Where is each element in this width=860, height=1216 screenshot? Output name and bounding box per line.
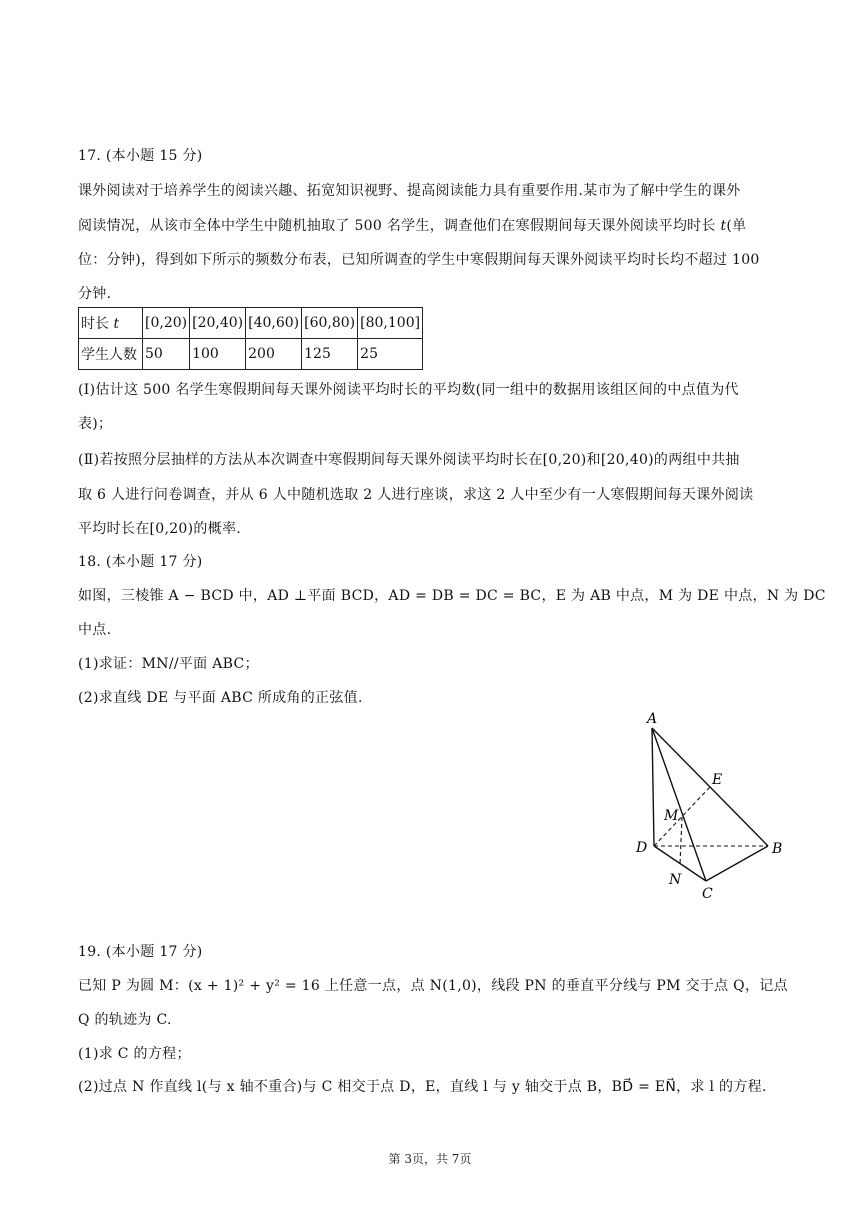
q18-text-line-1: 如图，三棱锥 A − BCD 中，AD ⊥平面 BCD，AD = DB = DC = BC，E 为 AB 中点，M 为 DE 中点，N 为 DC (78, 588, 826, 604)
q17-part2-line-1: (Ⅱ)若按照分层抽样的方法从本次调查中寒假期间每天课外阅读平均时长在[0,20)和[20,40)的两组中共抽 (78, 452, 740, 468)
table-cell-interval: [80,100] (358, 308, 423, 339)
table-row-students (79, 339, 423, 370)
table-cell-count: 200 (246, 339, 302, 370)
q17-part1-line-2: 表)； (78, 416, 113, 432)
table-header-students: 学生人数 (79, 339, 143, 370)
label-e: E (712, 772, 723, 788)
pyramid-figure (628, 708, 798, 903)
edge-cb (706, 846, 768, 881)
table-cell-count: 25 (358, 339, 423, 370)
label-c: C (702, 886, 713, 902)
variable-t: t (720, 218, 727, 234)
q17-text-line-3: 位：分钟)，得到如下所示的频数分布表，已知所调查的学生中寒假期间每天课外阅读平均时长均不超过 100 (78, 252, 760, 268)
q17-part2-line-2: 取 6 人进行问卷调查，并从 6 人中随机选取 2 人进行座谈，求这 2 人中至少有一人寒假期间每天课外阅读 (78, 487, 754, 503)
table-cell-count: 125 (302, 339, 358, 370)
label-b: B (772, 841, 783, 857)
table-cell-interval: [0,20) (143, 308, 190, 339)
q18-part2: (2)求直线 DE 与平面 ABC 所成角的正弦值. (78, 690, 363, 706)
label-a: A (647, 711, 658, 727)
q17-part1-line-1: (Ⅰ)估计这 500 名学生寒假期间每天课外阅读平均时长的平均数(同一组中的数据用该组区间的中点值为代 (78, 382, 739, 398)
table-cell-interval: [60,80) (302, 308, 358, 339)
table-header-duration: 时长 t (79, 308, 143, 339)
q18-part1: (1)求证：MN//平面 ABC； (78, 656, 259, 672)
edge-ac (652, 728, 706, 881)
table-cell-count: 100 (190, 339, 246, 370)
frequency-table (78, 307, 423, 370)
table-cell-count: 50 (143, 339, 190, 370)
q18-header: 18. (本小题 17 分) (78, 554, 203, 570)
q17-text-line-4: 分钟. (78, 286, 112, 302)
q17-part2-line-3: 平均时长在[0,20)的概率. (78, 521, 242, 537)
label-d: D (636, 840, 648, 856)
segment-de (654, 787, 710, 846)
q19-part1: (1)求 C 的方程； (78, 1046, 191, 1062)
page-footer: 第 3页，共 7页 (388, 1152, 472, 1166)
label-n: N (669, 872, 682, 888)
q17-text-line-2b: (单 (726, 218, 747, 234)
label-m: M (664, 808, 679, 824)
q17-text-line-2a: 阅读情况，从该市全体中学生中随机抽取了 500 名学生，调查他们在寒假期间每天课外阅读平均时长 (78, 218, 721, 234)
q19-header: 19. (本小题 17 分) (78, 944, 203, 960)
q19-text-line-1: 已知 P 为圆 M：(x + 1)² + y² = 16 上任意一点，点 N(1,0)，线段 PN 的垂直平分线与 PM 交于点 Q，记点 (78, 978, 788, 994)
table-cell-interval: [20,40) (190, 308, 246, 339)
q19-text-line-2: Q 的轨迹为 C. (78, 1012, 172, 1028)
q17-text-line-1: 课外阅读对于培养学生的阅读兴趣、拓宽知识视野、提高阅读能力具有重要作用.某市为了解中学生的课外 (78, 183, 741, 199)
q17-text-line-2 (78, 216, 746, 236)
segment-mn (680, 817, 682, 864)
q19-part2: (2)过点 N 作直线 l(与 x 轴不重合)与 C 相交于点 D，E，直线 l 与 y 轴交于点 B，BD⃗ = EN⃗，求 l 的方程. (78, 1079, 767, 1095)
table-cell-interval: [40,60) (246, 308, 302, 339)
table-row-duration (79, 308, 423, 339)
q17-header: 17. (本小题 15 分) (78, 148, 203, 164)
edge-ad (652, 728, 654, 846)
q18-text-line-2: 中点. (78, 622, 112, 638)
